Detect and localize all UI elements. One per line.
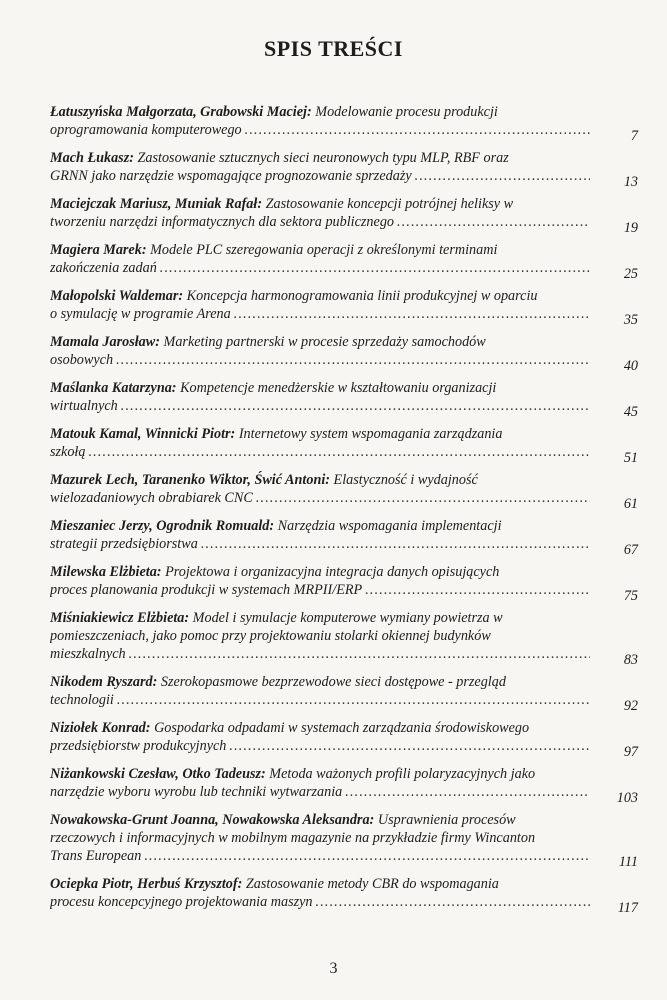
table-of-contents <box>50 103 638 921</box>
toc-entry-authors: Niziołek Konrad: <box>50 720 151 736</box>
toc-entry <box>50 719 638 760</box>
toc-entry-title: przedsiębiorstw produkcyjnych <box>50 738 227 754</box>
toc-entry-line <box>50 379 638 397</box>
toc-entry-line <box>50 829 638 847</box>
toc-entry-authors: Mieszaniec Jerzy, Ogrodnik Romuald: <box>50 518 275 534</box>
toc-leader-dots <box>245 121 590 139</box>
toc-entry-text <box>50 830 535 846</box>
toc-leader-dots <box>234 305 590 323</box>
toc-entry-text <box>50 564 499 580</box>
toc-entry <box>50 149 638 190</box>
toc-entry-text <box>50 213 394 231</box>
toc-entry-title: Koncepcja harmonogramowania linii produkcyjnej w oparciu <box>183 288 538 304</box>
toc-entry-title: Metoda ważonych profili polaryzacyjnych jako <box>265 766 536 782</box>
toc-entry-line <box>50 719 638 737</box>
toc-entry-title: o symulację w programie Arena <box>50 306 231 322</box>
toc-entry-text <box>50 104 498 120</box>
toc-leader-dots <box>201 535 590 553</box>
toc-entry-text <box>50 737 226 755</box>
toc-entry-title: technologii <box>50 692 114 708</box>
toc-leader-dots <box>117 691 590 709</box>
toc-leader-dots <box>160 259 590 277</box>
toc-entry-title: Gospodarka odpadami w systemach zarządzania środowiskowego <box>150 720 530 736</box>
toc-entry-title: Model i symulacje komputerowe wymiany powietrza w <box>189 610 503 626</box>
toc-entry-line <box>50 167 594 185</box>
toc-entry-title: strategii przedsiębiorstwa <box>50 536 198 552</box>
toc-entry-line <box>50 535 594 553</box>
toc-entry-authors: Ociepka Piotr, Herbuś Krzysztof: <box>50 876 243 892</box>
toc-entry-page-number: 97 <box>623 744 638 760</box>
toc-entry-title: Kompetencje menedżerskie w kształtowaniu organizacji <box>176 380 497 396</box>
toc-entry-text <box>50 691 114 709</box>
toc-entry-text <box>50 397 118 415</box>
toc-leader-dots <box>345 783 590 801</box>
toc-entry-text <box>50 426 502 442</box>
toc-entry <box>50 517 638 558</box>
toc-entry-page-number: 92 <box>623 698 638 714</box>
toc-entry <box>50 673 638 714</box>
toc-entry-line <box>50 563 638 581</box>
toc-entry-text <box>50 150 509 166</box>
toc-entry-title: rzeczowych i informacyjnych w mobilnym magazynie na przykładzie firmy Wincanton <box>50 830 536 846</box>
toc-entry-authors: Maciejczak Mariusz, Muniak Rafał: <box>50 196 263 212</box>
toc-entry-text <box>50 259 157 277</box>
toc-entry-text <box>50 380 496 396</box>
toc-entry-authors: Niżankowski Czesław, Otko Tadeusz: <box>50 766 266 782</box>
toc-entry-line <box>50 121 594 139</box>
toc-entry-line <box>50 737 594 755</box>
toc-entry-text <box>50 443 85 461</box>
toc-leader-dots <box>229 737 590 755</box>
toc-entry-line <box>50 517 638 535</box>
toc-entry-title: Modele PLC szeregowania operacji z określonymi terminami <box>146 242 498 258</box>
toc-entry-title: zakończenia zadań <box>50 260 157 276</box>
toc-leader-dots <box>316 893 590 911</box>
toc-entry-title: Projektowa i organizacyjna integracja danych opisujących <box>161 564 500 580</box>
toc-entry-authors: Mach Łukasz: <box>50 150 134 166</box>
toc-entry <box>50 811 638 870</box>
toc-entry-text <box>50 812 516 828</box>
toc-entry-authors: Milewska Elżbieta: <box>50 564 162 580</box>
toc-entry-title: Zastosowanie metody CBR do wspomagania <box>242 876 499 892</box>
toc-entry-title: Marketing partnerski w procesie sprzedaży samochodów <box>159 334 486 350</box>
toc-entry <box>50 563 638 604</box>
toc-entry <box>50 875 638 916</box>
toc-entry-page-number: 13 <box>623 174 638 190</box>
toc-entry-title: Zastosowanie sztucznych sieci neuronowych typu MLP, RBF oraz <box>133 150 509 166</box>
toc-entry-text <box>50 242 497 258</box>
toc-entry-title: Narzędzia wspomagania implementacji <box>274 518 502 534</box>
toc-entry-line <box>50 425 638 443</box>
toc-entry <box>50 471 638 512</box>
toc-entry-title: narzędzie wyboru wyrobu lub techniki wytwarzania <box>50 784 343 800</box>
toc-entry-title: Elastyczność i wydajność <box>330 472 478 488</box>
toc-entry-text <box>50 472 478 488</box>
toc-entry-page-number: 75 <box>623 588 638 604</box>
toc-entry-text <box>50 876 499 892</box>
toc-entry-page-number: 83 <box>623 652 638 668</box>
toc-entry-line <box>50 149 638 167</box>
toc-entry-line <box>50 581 594 599</box>
toc-entry-title: Trans European <box>50 848 142 864</box>
toc-entry-text <box>50 334 486 350</box>
toc-leader-dots <box>365 581 590 599</box>
toc-entry-title: oprogramowania komputerowego <box>50 122 242 138</box>
toc-entry-line <box>50 847 594 865</box>
toc-entry-page-number: 67 <box>623 542 638 558</box>
toc-entry-line <box>50 241 638 259</box>
toc-entry-title: Zastosowanie koncepcji potrójnej heliksy w <box>262 196 514 212</box>
toc-entry-text <box>50 847 141 865</box>
toc-entry-text <box>50 196 513 212</box>
toc-leader-dots <box>121 397 590 415</box>
toc-entry-text <box>50 720 529 736</box>
toc-entry-line <box>50 287 638 305</box>
toc-entry-title: osobowych <box>50 352 114 368</box>
toc-entry-page-number: 25 <box>623 266 638 282</box>
toc-entry-page-number: 7 <box>630 128 638 144</box>
toc-entry-title: wirtualnych <box>50 398 118 414</box>
toc-entry-title: proces planowania produkcji w systemach MRPII/ERP <box>50 582 363 598</box>
toc-entry-line <box>50 443 594 461</box>
toc-entry-title: Internetowy system wspomagania zarządzania <box>235 426 503 442</box>
toc-entry-text <box>50 766 535 782</box>
toc-entry <box>50 379 638 420</box>
toc-entry-page-number: 35 <box>623 312 638 328</box>
toc-entry <box>50 287 638 328</box>
toc-entry <box>50 241 638 282</box>
toc-entry <box>50 765 638 806</box>
toc-entry-authors: Mamala Jarosław: <box>50 334 160 350</box>
toc-entry-line <box>50 489 594 507</box>
toc-entry-line <box>50 783 594 801</box>
toc-entry-authors: Maślanka Katarzyna: <box>50 380 177 396</box>
toc-entry-text <box>50 628 491 644</box>
toc-entry-page-number: 103 <box>616 790 638 806</box>
toc-entry-text <box>50 674 506 690</box>
toc-entry-line <box>50 627 638 645</box>
toc-entry-line <box>50 333 638 351</box>
toc-entry-title: procesu koncepcyjnego projektowania maszyn <box>50 894 313 910</box>
toc-entry-title: Usprawnienia procesów <box>374 812 516 828</box>
toc-entry-title: GRNN jako narzędzie wspomagające prognozowanie sprzedaży <box>50 168 412 184</box>
toc-leader-dots <box>144 847 590 865</box>
toc-entry-page-number: 61 <box>623 496 638 512</box>
toc-entry-authors: Łatuszyńska Małgorzata, Grabowski Maciej: <box>50 104 312 120</box>
toc-entry-text <box>50 305 231 323</box>
toc-entry <box>50 103 638 144</box>
toc-leader-dots <box>129 645 590 663</box>
toc-entry-line <box>50 811 638 829</box>
toc-entry-title: Modelowanie procesu produkcji <box>311 104 498 120</box>
toc-entry-line <box>50 765 638 783</box>
toc-entry-text <box>50 783 342 801</box>
toc-entry-line <box>50 875 638 893</box>
toc-entry-title: wielozadaniowych obrabiarek CNC <box>50 490 253 506</box>
page-title: SPIS TREŚCI <box>264 36 403 61</box>
toc-entry-page-number: 117 <box>617 900 638 916</box>
toc-entry-text <box>50 535 198 553</box>
toc-entry-page-number: 19 <box>623 220 638 236</box>
toc-entry-line <box>50 305 594 323</box>
toc-entry-text <box>50 489 253 507</box>
toc-entry-line <box>50 397 594 415</box>
toc-entry-title: pomieszczeniach, jako pomoc przy projektowaniu stolarki okiennej budynków <box>50 628 491 644</box>
toc-entry-authors: Miśniakiewicz Elżbieta: <box>50 610 190 626</box>
toc-entry-text <box>50 610 503 626</box>
toc-entry <box>50 425 638 466</box>
toc-entry-line <box>50 195 638 213</box>
toc-entry-line <box>50 609 638 627</box>
toc-entry-line <box>50 673 638 691</box>
toc-entry-line <box>50 351 594 369</box>
toc-entry-authors: Mazurek Lech, Taranenko Wiktor, Świć Antoni: <box>50 472 330 488</box>
toc-entry <box>50 195 638 236</box>
toc-entry-authors: Magiera Marek: <box>50 242 147 258</box>
toc-entry-text <box>50 351 113 369</box>
toc-entry-text <box>50 288 537 304</box>
toc-entry-line <box>50 259 594 277</box>
toc-entry-title: Szerokopasmowe bezprzewodowe sieci dostępowe - przegląd <box>157 674 506 690</box>
toc-entry-title: szkołą <box>50 444 86 460</box>
toc-entry-line <box>50 213 594 231</box>
toc-entry <box>50 333 638 374</box>
toc-entry-authors: Matouk Kamal, Winnicki Piotr: <box>50 426 236 442</box>
toc-entry-authors: Nikodem Ryszard: <box>50 674 158 690</box>
toc-entry-line <box>50 893 594 911</box>
toc-entry-page-number: 111 <box>618 854 638 870</box>
toc-entry-line <box>50 103 638 121</box>
toc-leader-dots <box>256 489 590 507</box>
toc-entry-text <box>50 167 412 185</box>
toc-entry-text <box>50 645 126 663</box>
toc-entry-line <box>50 691 594 709</box>
toc-entry-page-number: 51 <box>623 450 638 466</box>
toc-entry-text <box>50 121 242 139</box>
toc-entry <box>50 609 638 668</box>
toc-entry-text <box>50 518 502 534</box>
toc-entry-authors: Nowakowska-Grunt Joanna, Nowakowska Aleksandra: <box>50 812 375 828</box>
toc-leader-dots <box>88 443 590 461</box>
toc-leader-dots <box>397 213 590 231</box>
toc-entry-title: tworzeniu narzędzi informatycznych dla sektora publicznego <box>50 214 395 230</box>
toc-entry-text <box>50 581 362 599</box>
toc-leader-dots <box>415 167 590 185</box>
toc-leader-dots <box>116 351 590 369</box>
toc-entry-authors: Małopolski Waldemar: <box>50 288 184 304</box>
toc-entry-text <box>50 893 313 911</box>
toc-entry-line <box>50 471 638 489</box>
toc-entry-page-number: 45 <box>623 404 638 420</box>
toc-entry-title: mieszkalnych <box>50 646 126 662</box>
page-number-footer: 3 <box>329 960 338 977</box>
toc-entry-page-number: 40 <box>623 358 638 374</box>
toc-entry-line <box>50 645 594 663</box>
